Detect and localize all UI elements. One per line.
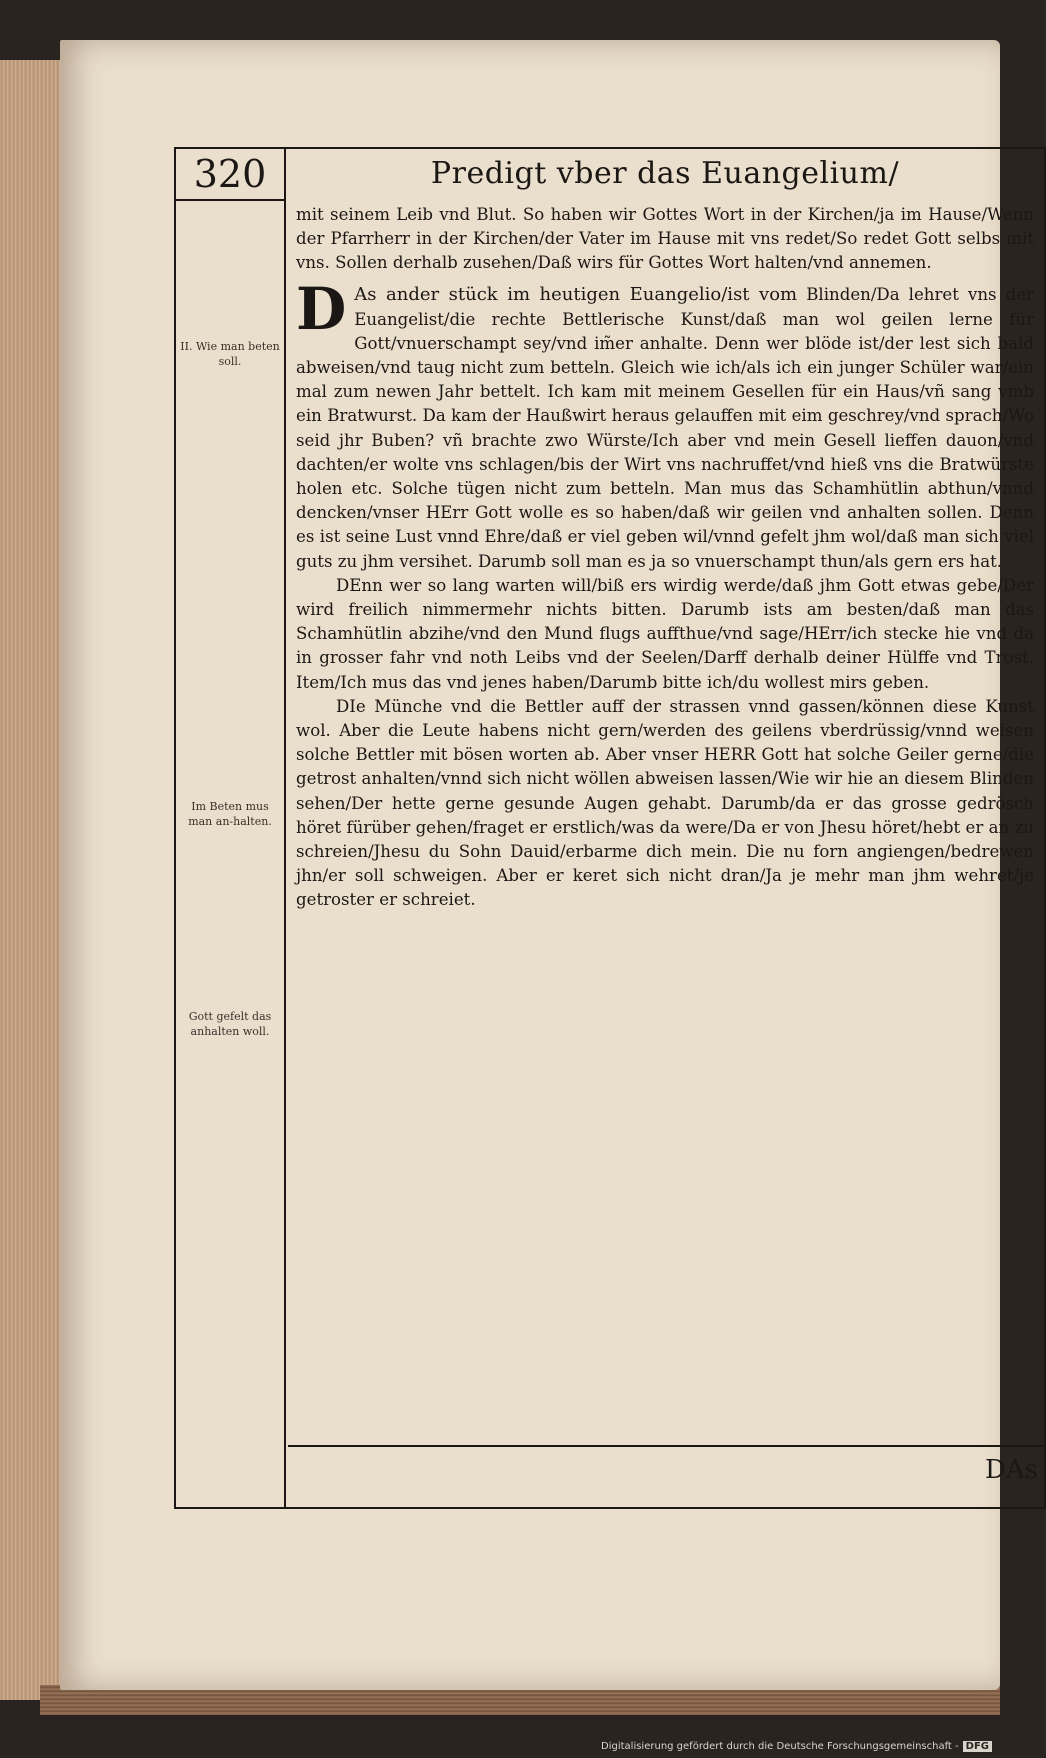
paragraph-4: DIe Münche vnd die Bettler auff der strassen vnnd gassen/können diese Kunst wol. Aber die Leute habens nicht gern/werden des geilens vberdrüssig/vnnd weisen solche Bettler mit bösen worten ab. Aber vnser HERR Gott hat solche Geiler gerne/die getrost anhalten/vnnd sich nicht wöllen abweisen lassen/Wie wir hie an diesem Blinden sehen/Der hette gerne gesunde Augen gehabt. Darumb/da er das grosse gedrösch höret fürüber gehen/fraget er erstlich/was da were/Da er von Jhesu höret/hebt er an zu schreien/Jhesu du Sohn Dauid/erbarme dich mein. Die nu forn angiengen/bedrewen jhn/er soll schweigen. Aber er keret sich nicht dran/Ja je mehr man jhm wehret/je getroster er schreiet. — [296, 696, 1034, 910]
paragraph-2 — [296, 274, 1034, 574]
main-text — [296, 203, 1034, 913]
paragraph-2-body: Blinden/Da lehret vns der Euangelist/die rechte Bettlerische Kunst/daß man wol geilen lerne für Gott/vnuerschampt sey/vnd im̃er anhalte. Denn wer blöde ist/der lest sich bald abweisen/vnd taug nicht zum betteln. Gleich wie ich/als ich ein junger Schüler war/ein mal zum newen Jahr bettelt. Ich kam mit meinem Gesellen für ein Haus/vñ sang vmb ein Bratwurst. Da kam der Haußwirt heraus gelauffen mit eim geschrey/vnd sprach/Wo seid jhr Buben? vñ brachte zwo Würste/Ich aber vnd mein Gesell lieffen dauon/vnd dachten/er wolte vns schlagen/bis der Wirt vns nachruffet/vnd hieß vns die Bratwürste holen etc. Solche tügen nicht zum betteln. Man mus das Schamhütlin abthun/vnnd dencken/vnser HErr Gott wolle es so haben/daß wir geilen vnd anhalten sollen. Denn es ist seine Lust vnnd Ehre/daß er viel geben wil/vnnd gefelt jhm wol/daß man sich viel guts zu jhm versihet. Darumb soll man es ja so vnuerschampt thun/als gern ers hat. — [296, 284, 1034, 571]
bottom-rule — [288, 1445, 1044, 1447]
margin-note-god-pleased: Gott gefelt das anhalten woll. — [188, 1010, 272, 1038]
book-page — [60, 40, 1038, 1690]
book-page-edges — [0, 60, 62, 1700]
drop-cap-initial: D — [296, 274, 347, 343]
margin-note-persistence: Im Beten mus man an-halten. — [188, 800, 272, 828]
dfg-logo: DFG — [963, 1741, 992, 1752]
digitization-credit — [601, 1741, 992, 1752]
catchword: DAs — [985, 1455, 1038, 1485]
paragraph-3: DEnn wer so lang warten will/biß ers wirdig werde/daß jhm Gott etwas gebe/Der wird freilich nimmermehr nichts bitten. Darumb ists am besten/daß man das Schamhütlin abzihe/vnd den Mund flugs auffthue/vnd sage/HErr/ich stecke hie vnd da in grosser fahr vnd noth Leibs vnd der Seelen/Darff derhalb deiner Hülffe vnd Trost. Item/Ich mus das vnd jenes haben/Darumb bitte ich/du wollest mirs geben. — [296, 575, 1034, 692]
margin-note-prayer: II. Wie man beten soll. — [180, 340, 280, 368]
page-number: 320 — [176, 149, 284, 201]
paragraph-2-lead: As ander stück im heutigen Euangelio/ist vom — [354, 283, 798, 305]
text-frame — [174, 147, 1046, 1509]
credit-text: Digitalisierung gefördert durch die Deutsche Forschungsgemeinschaft - — [601, 1741, 959, 1752]
paragraph-1: mit seinem Leib vnd Blut. So haben wir Gottes Wort in der Kirchen/ja im Hause/Wenn der Pfarrherr in der Kirchen/der Vater im Hause mit vns redet/So redet Gott selbs mit vns. Sollen derhalb zusehen/Daß wirs für Gottes Wort halten/vnd annemen. — [296, 205, 1034, 273]
running-header: Predigt vber das Euangelium/ — [430, 156, 900, 191]
